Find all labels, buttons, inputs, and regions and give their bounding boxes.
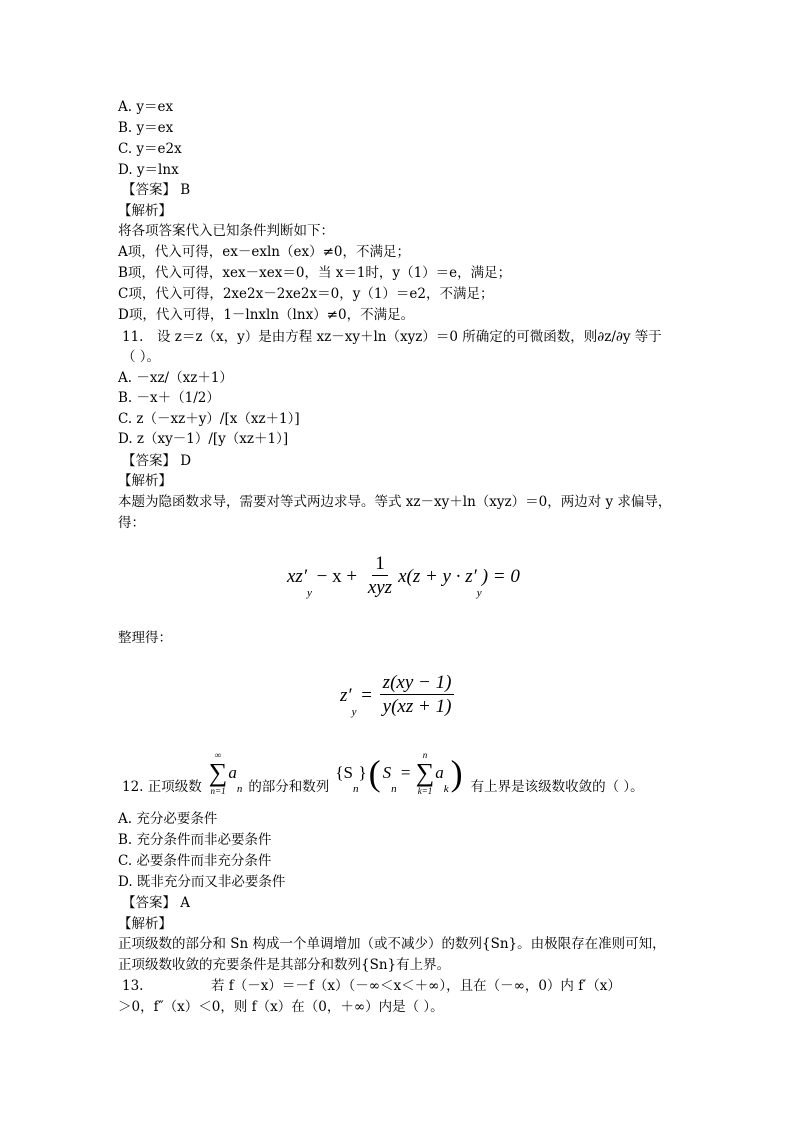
- eq-equals: =: [396, 763, 415, 782]
- q11-stem: 11. 设 z＝z（x，y）是由方程 xz－xy＋ln（xyz）＝0 所确定的可微函数，则∂z/∂y 等于: [122, 329, 662, 345]
- sum-symbol: ∑: [208, 758, 228, 787]
- q11-option-d: D. z（xy－1）/[y（xz＋1）]: [118, 431, 289, 447]
- q12-stem-a: 12. 正项级数: [122, 779, 202, 795]
- eq-sub: k: [443, 783, 449, 795]
- q12-analysis-line: 正项级数的部分和 Sn 构成一个单调增加（或不减少）的数列{Sn}。由极限存在准则可知，: [118, 936, 666, 952]
- q11-analysis-line: 本题为隐函数求导，需要对等式两边求导。等式 xz－xy＋ln（xyz）＝0，两边对 y 求偏导，: [118, 494, 672, 510]
- q11-analysis-line: 得：: [118, 515, 145, 531]
- q10-analysis-line: C项，代入可得，2xe2x－2xe2x＝0，y（1）＝e2，不满足；: [118, 286, 494, 302]
- q12-option-b: B. 充分条件而非必要条件: [118, 832, 272, 848]
- eq-denominator: xyz: [367, 577, 393, 598]
- sum-upper: n: [422, 750, 428, 760]
- q10-option-d: D. y＝lnx: [118, 162, 179, 178]
- eq-numerator: z(xy − 1): [380, 672, 455, 695]
- eq-sub: n: [391, 783, 397, 795]
- series-sum-formula: [208, 750, 243, 796]
- sigma: [416, 750, 435, 796]
- q12-option-a: A. 充分必要条件: [118, 811, 218, 827]
- eq-denominator: y(xz + 1): [382, 696, 452, 717]
- equation-result: [340, 672, 457, 719]
- q10-analysis-line: A项，代入可得，ex－exln（ex）≠0，不满足；: [118, 244, 410, 260]
- q12-stem-row: [122, 750, 644, 796]
- eq-term: − x +: [311, 565, 362, 587]
- q10-analysis-line: B项，代入可得，xex－xex＝0，当 x＝1时，y（1）＝e，满足；: [118, 265, 512, 281]
- eq-sub: y: [306, 587, 312, 599]
- q11-option-c: C. z（－xz＋y）/[x（xz＋1）]: [118, 411, 300, 427]
- eq-term: a: [435, 763, 444, 782]
- q10-analysis-line: D项，代入可得，1－lnxln（lnx）≠0，不满足。: [118, 307, 415, 323]
- q10-option-b: B. y＝ex: [118, 120, 174, 136]
- eq-numerator: 1: [372, 553, 388, 576]
- q13-stem: 13. 若 f（－x）＝－f（x）（－∞＜x＜＋∞），且在（－∞，0）内 f′（x）: [122, 978, 621, 994]
- q11-answer: 【答案】 D: [122, 453, 192, 469]
- q11-option-b: B. －x＋（1/2）: [118, 390, 220, 406]
- q10-option-c: C. y＝e2x: [118, 141, 182, 157]
- q12-stem-b: 的部分和数列: [248, 779, 330, 795]
- q12-analysis-line: 正项级数收敛的充要条件是其部分和数列{Sn}有上界。: [118, 957, 451, 973]
- eq-fraction: [365, 553, 395, 600]
- eq-term: }: [358, 763, 367, 782]
- q12-option-c: C. 必要条件而非充分条件: [118, 853, 272, 869]
- q10-answer: 【答案】 B: [122, 182, 191, 198]
- sum-lower: k=1: [417, 786, 433, 796]
- q10-analysis-line: 将各项答案代入已知条件判断如下：: [118, 223, 334, 239]
- sum-lower: n=1: [210, 786, 226, 796]
- sigma: [209, 750, 228, 796]
- q11-stem-cont: （ ）。: [122, 349, 161, 365]
- eq-sub: y: [476, 587, 482, 599]
- q10-option-a: A. y＝ex: [118, 99, 174, 115]
- eq-sub: n: [352, 783, 359, 795]
- q12-answer: 【答案】 A: [122, 895, 191, 911]
- eq-term: a: [228, 763, 237, 782]
- eq-term: z′: [340, 684, 352, 706]
- q11-analysis-label: 【解析】: [118, 473, 172, 489]
- q13-stem-cont: ＞0，f″（x）＜0，则 f（x）在（0，＋∞）内是（ ）。: [118, 999, 444, 1015]
- eq-sub: n: [236, 783, 243, 795]
- q12-option-d: D. 既非充分而又非必要条件: [118, 874, 286, 890]
- eq-term: S: [382, 763, 392, 782]
- q11-option-a: A. －xz/（xz＋1）: [118, 370, 233, 386]
- paren-close: ): [450, 753, 463, 793]
- eq-term: ) = 0: [481, 565, 520, 587]
- eq-term: xz′: [287, 565, 307, 587]
- sum-symbol: ∑: [415, 758, 435, 787]
- equation-partial-derivative: [287, 553, 520, 600]
- q12-analysis-label: 【解析】: [118, 916, 172, 932]
- q11-organize: 整理得：: [118, 630, 172, 646]
- eq-sub: y: [351, 706, 357, 718]
- paren-open: (: [368, 753, 381, 793]
- eq-equals: =: [356, 684, 377, 706]
- eq-fraction: [380, 672, 455, 719]
- sum-upper: ∞: [214, 750, 222, 760]
- eq-term: x(z + y · z′: [398, 565, 477, 587]
- eq-term: {S: [335, 763, 353, 782]
- partial-sum-sequence-formula: [335, 750, 464, 796]
- q12-stem-c: 有上界是该级数收敛的（ ）。: [470, 779, 644, 795]
- q10-analysis-label: 【解析】: [118, 203, 172, 219]
